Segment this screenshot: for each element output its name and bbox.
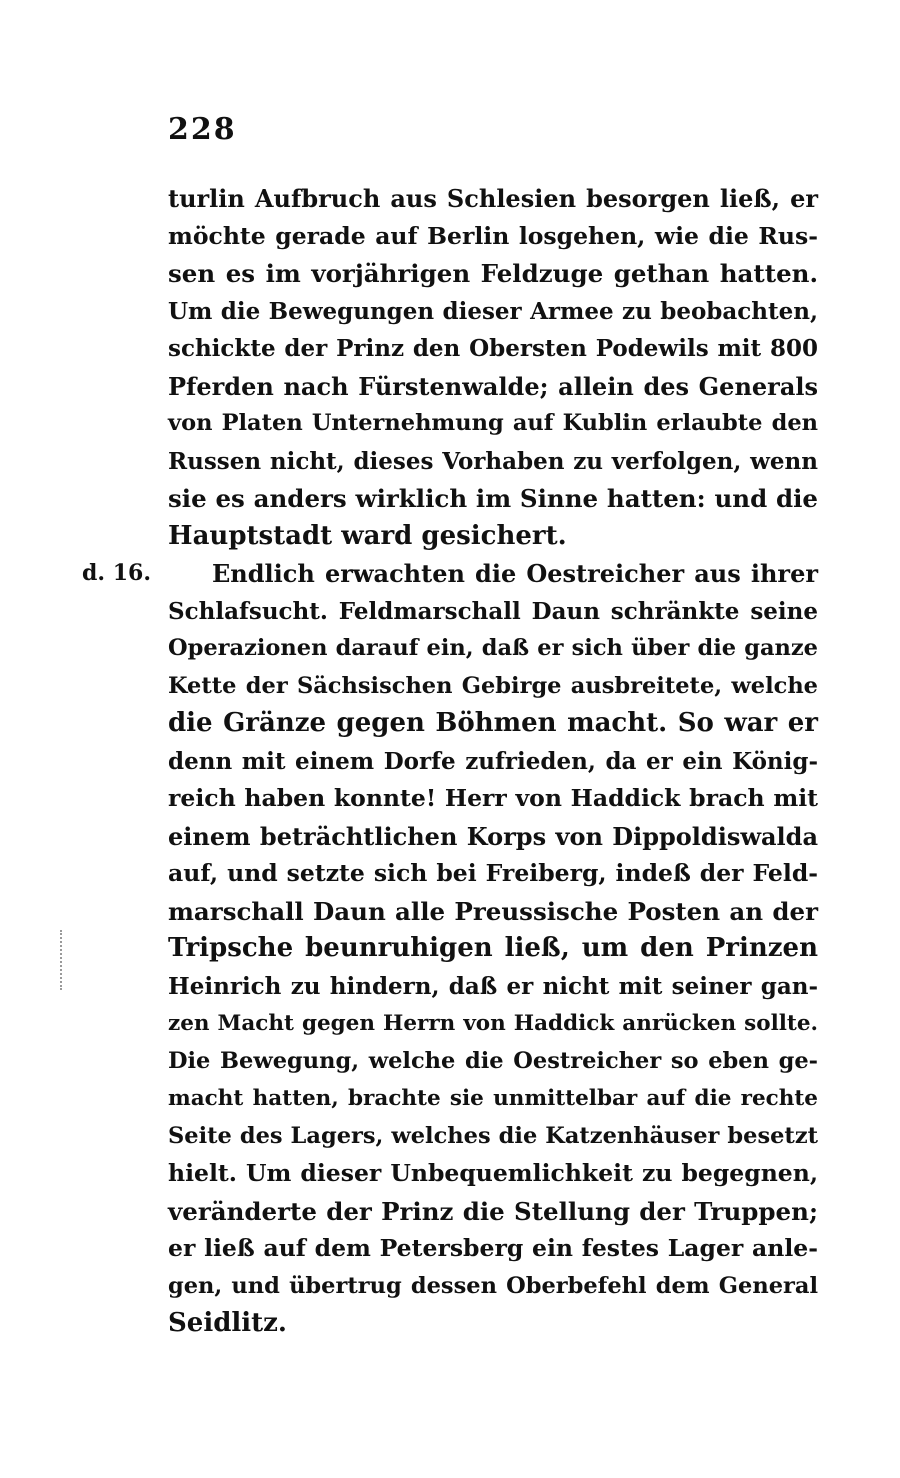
text-line: Um die Bewegungen dieser Armee zu beobachten,: [168, 297, 818, 325]
text-line: macht hatten, brachte sie unmittelbar auf die rechte: [168, 1086, 818, 1111]
text-line: Pferden nach Fürstenwalde; allein des Generals: [168, 371, 818, 401]
text-line: gen, und übertrug dessen Oberbefehl dem General: [168, 1272, 818, 1299]
text-line: Heinrich zu hindern, daß er nicht mit seiner gan-: [168, 972, 818, 1000]
text-line: von Platen Unternehmung auf Kublin erlaubte den: [168, 410, 818, 436]
text-line: Schlafsucht. Feldmarschall Daun schränkte seine: [168, 597, 818, 625]
text-line: Tripsche beunruhigen ließ, um den Prinzen: [168, 933, 818, 963]
text-line: auf, und setzte sich bei Freiberg, indeß der Feld-: [168, 859, 818, 887]
text-line: die Gränze gegen Böhmen macht. So war er: [168, 708, 818, 738]
text-line: einem beträchtlichen Korps von Dippoldiswalda: [168, 821, 818, 851]
text-line: Endlich erwachten die Oestreicher aus ihrer: [212, 559, 818, 588]
text-line: turlin Aufbruch aus Schlesien besorgen ließ, er: [168, 184, 818, 213]
text-line: Operazionen darauf ein, daß er sich über die ganze: [168, 635, 818, 661]
text-line: hielt. Um dieser Unbequemlichkeit zu begegnen,: [168, 1159, 818, 1187]
text-line: sen es im vorjährigen Feldzuge gethan hatten.: [168, 259, 818, 288]
margin-mark: [60, 930, 64, 990]
text-line: Seidlitz.: [168, 1308, 287, 1338]
text-line: veränderte der Prinz die Stellung der Truppen;: [168, 1196, 818, 1226]
text-line: möchte gerade auf Berlin losgehen, wie die Rus-: [168, 221, 818, 250]
body-text: [168, 180, 818, 1343]
text-line: reich haben konnte! Herr von Haddick brach mit: [168, 784, 818, 812]
text-line: Seite des Lagers, welches die Katzenhäuser besetzt: [168, 1122, 818, 1149]
text-line: Die Bewegung, welche die Oestreicher so eben ge-: [168, 1047, 818, 1074]
text-line: er ließ auf dem Petersberg ein festes Lager anle-: [168, 1234, 818, 1262]
text-line: zen Macht gegen Herrn von Haddick anrücken sollte.: [168, 1011, 818, 1036]
text-line: marschall Daun alle Preussische Posten an der: [168, 896, 818, 926]
text-line: denn mit einem Dorfe zufrieden, da er ein König-: [168, 747, 818, 775]
text-line: sie es anders wirklich im Sinne hatten: und die: [168, 484, 818, 513]
text-line: Kette der Sächsischen Gebirge ausbreitete, welche: [168, 672, 818, 699]
page-number: 228: [168, 112, 237, 147]
text-line: Hauptstadt ward gesichert.: [168, 520, 567, 551]
margin-date-note: d. 16.: [82, 560, 151, 586]
text-line: Russen nicht, dieses Vorhaben zu verfolgen, wenn: [168, 447, 818, 475]
text-line: schickte der Prinz den Obersten Podewils mit 800: [168, 335, 818, 362]
